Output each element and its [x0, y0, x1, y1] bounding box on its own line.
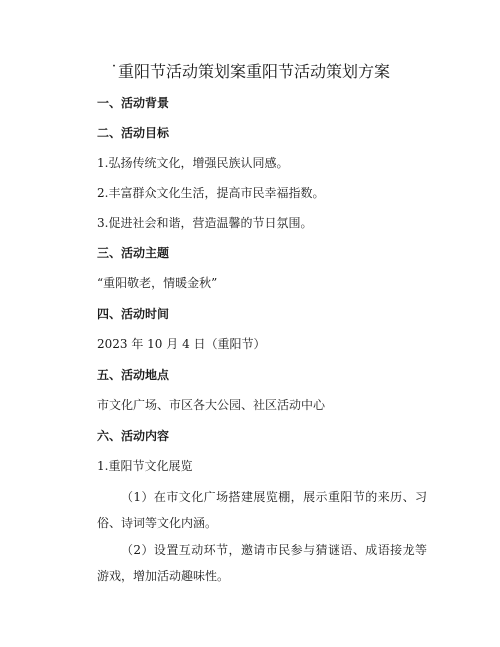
content-paragraph-2: （2）设置互动环节，邀请市民参与猜谜语、成语接龙等游戏，增加活动趣味性。: [97, 543, 427, 583]
document-title: ˙重阳节活动策划案重阳节活动策划方案: [109, 62, 390, 81]
theme-text: “重阳敬老，情暖金秋”: [97, 276, 218, 290]
place-text: 市文化广场、市区各大公园、社区活动中心: [97, 398, 326, 412]
goal-item-3: 3.促进社会和谐，营造温馨的节日氛围。: [97, 216, 313, 230]
section-heading-time: 四、活动时间: [97, 307, 170, 321]
content-item-1: 1.重阳节文化展览: [97, 459, 193, 473]
section-heading-content: 六、活动内容: [97, 429, 170, 443]
section-heading-background: 一、活动背景: [97, 96, 170, 110]
section-heading-theme: 三、活动主题: [97, 246, 170, 260]
section-heading-goals: 二、活动目标: [97, 126, 170, 140]
section-heading-place: 五、活动地点: [97, 368, 170, 382]
content-paragraph-1: （1）在市文化广场搭建展览棚，展示重阳节的来历、习俗、诗词等文化内涵。: [97, 490, 427, 530]
time-text: 2023 年 10 月 4 日（重阳节）: [97, 337, 266, 351]
goal-item-1: 1.弘扬传统文化，增强民族认同感。: [97, 156, 289, 170]
goal-item-2: 2.丰富群众文化生活，提高市民幸福指数。: [97, 186, 325, 200]
